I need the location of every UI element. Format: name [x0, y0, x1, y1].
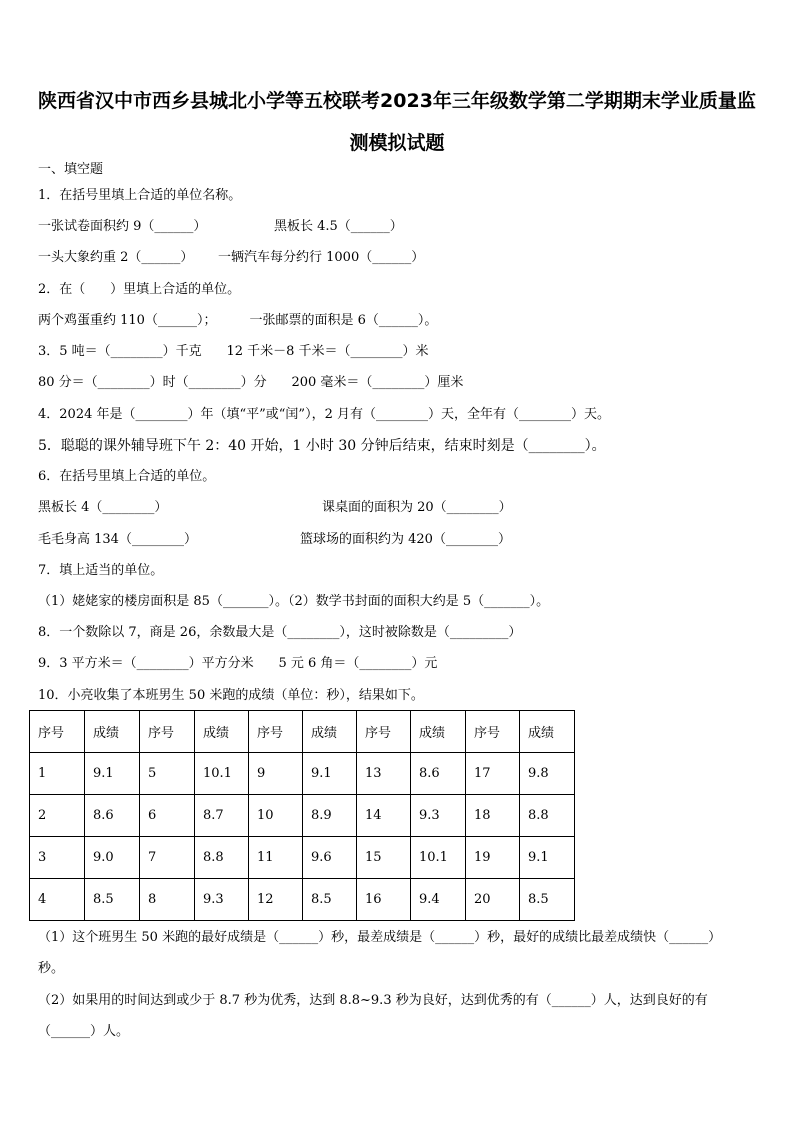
- q3-line1: 3．5 吨＝（________）千克 12 千米－8 千米＝（________）米: [38, 344, 429, 359]
- table-header-cell: 序号: [357, 711, 411, 753]
- table-cell: 10.1: [195, 753, 249, 795]
- table-cell: 8.5: [303, 879, 357, 921]
- table-row: [30, 879, 575, 921]
- table-cell: 9: [249, 753, 303, 795]
- table-cell: 9.1: [520, 837, 575, 879]
- q7-stem: 7．填上适当的单位。: [38, 563, 164, 578]
- q6-stem: 6．在括号里填上合适的单位。: [38, 469, 216, 484]
- table-cell: 13: [357, 753, 411, 795]
- table-cell: 8.8: [520, 795, 575, 837]
- table-header-cell: 序号: [249, 711, 303, 753]
- table-cell: 8.9: [303, 795, 357, 837]
- table-cell: 7: [140, 837, 195, 879]
- table-cell: 8.5: [520, 879, 575, 921]
- q1-item-b: 黑板长 4.5（______）: [274, 219, 403, 234]
- page-title-line2: 测模拟试题: [349, 132, 445, 154]
- table-cell: 16: [357, 879, 411, 921]
- q6-item-d: 篮球场的面积约为 420（________）: [300, 532, 511, 547]
- table-cell: 17: [466, 753, 520, 795]
- q10-sub1-line2: 秒。: [38, 961, 65, 976]
- table-cell: 2: [30, 795, 85, 837]
- table-cell: 9.6: [303, 837, 357, 879]
- q1-item-c: 一头大象约重 2（______）: [38, 250, 194, 265]
- q10-sub1-line1: （1）这个班男生 50 米跑的最好成绩是（______）秒，最差成绩是（______）秒，最好的成绩比最差成绩快（______）: [38, 930, 722, 945]
- table-header-cell: 成绩: [520, 711, 575, 753]
- table-cell: 9.3: [411, 795, 466, 837]
- table-header-cell: 序号: [30, 711, 85, 753]
- table-cell: 8.6: [411, 753, 466, 795]
- q7-line: （1）姥姥家的楼房面积是 85（_______）。（2）数学书封面的面积大约是 5（_______）。: [38, 594, 550, 609]
- q4: 4．2024 年是（________）年（填“平”或“闰”），2 月有（________）天，全年有（________）天。: [38, 407, 610, 422]
- table-cell: 1: [30, 753, 85, 795]
- table-header-cell: 成绩: [411, 711, 466, 753]
- table-cell: 6: [140, 795, 195, 837]
- table-cell: 11: [249, 837, 303, 879]
- table-cell: 5: [140, 753, 195, 795]
- table-cell: 10.1: [411, 837, 466, 879]
- table-header-cell: 序号: [466, 711, 520, 753]
- table-header-row: [30, 711, 575, 753]
- table-cell: 8.6: [85, 795, 140, 837]
- page-title-line1: 陕西省汉中市西乡县城北小学等五校联考2023年三年级数学第二学期期末学业质量监: [38, 90, 756, 112]
- table-cell: 8.5: [85, 879, 140, 921]
- q10-sub2-line2: （______）人。: [38, 1024, 130, 1039]
- q6-item-b: 课桌面的面积为 20（________）: [322, 500, 512, 515]
- table-cell: 3: [30, 837, 85, 879]
- q2-line: 两个鸡蛋重约 110（______）； 一张邮票的面积是 6（______）。: [38, 313, 438, 328]
- table-cell: 9.8: [520, 753, 575, 795]
- q10-stem: 10．小亮收集了本班男生 50 米跑的成绩（单位：秒），结果如下。: [38, 688, 424, 703]
- q1-item-d: 一辆汽车每分约行 1000（______）: [218, 250, 425, 265]
- table-cell: 19: [466, 837, 520, 879]
- q1-stem: 1．在括号里填上合适的单位名称。: [38, 188, 242, 203]
- table-cell: 8.7: [195, 795, 249, 837]
- q5: 5．聪聪的课外辅导班下午 2：40 开始，1 小时 30 分钟后结束，结束时刻是（________）。: [38, 438, 606, 454]
- q6-item-c: 毛毛身高 134（________）: [38, 532, 197, 547]
- q10-sub2-line1: （2）如果用的时间达到或少于 8.7 秒为优秀，达到 8.8~9.3 秒为良好，达到优秀的有（______）人，达到良好的有: [38, 993, 708, 1008]
- table-cell: 4: [30, 879, 85, 921]
- table-row: [30, 837, 575, 879]
- q6-item-a: 黑板长 4（________）: [38, 500, 168, 515]
- table-cell: 14: [357, 795, 411, 837]
- table-cell: 8: [140, 879, 195, 921]
- table-row: [30, 753, 575, 795]
- q2-stem: 2．在（ ）里填上合适的单位。: [38, 282, 241, 297]
- section-heading: 一、填空题: [38, 162, 104, 177]
- table-cell: 8.8: [195, 837, 249, 879]
- scores-table: [29, 710, 575, 921]
- table-row: [30, 795, 575, 837]
- table-cell: 9.3: [195, 879, 249, 921]
- q9: 9．3 平方米＝（________）平方分米 5 元 6 角＝（________）元: [38, 656, 438, 671]
- table-cell: 9.1: [303, 753, 357, 795]
- q8: 8．一个数除以 7，商是 26，余数最大是（________），这时被除数是（_________）: [38, 625, 522, 640]
- table-cell: 9.4: [411, 879, 466, 921]
- table-header-cell: 成绩: [85, 711, 140, 753]
- table-cell: 20: [466, 879, 520, 921]
- table-cell: 18: [466, 795, 520, 837]
- table-header-cell: 序号: [140, 711, 195, 753]
- q3-line2: 80 分＝（________）时（________）分 200 毫米＝（________）厘米: [38, 375, 464, 390]
- table-header-cell: 成绩: [195, 711, 249, 753]
- q1-item-a: 一张试卷面积约 9（______）: [38, 219, 207, 234]
- table-cell: 10: [249, 795, 303, 837]
- table-cell: 9.1: [85, 753, 140, 795]
- table-header-cell: 成绩: [303, 711, 357, 753]
- table-cell: 9.0: [85, 837, 140, 879]
- table-cell: 15: [357, 837, 411, 879]
- table-cell: 12: [249, 879, 303, 921]
